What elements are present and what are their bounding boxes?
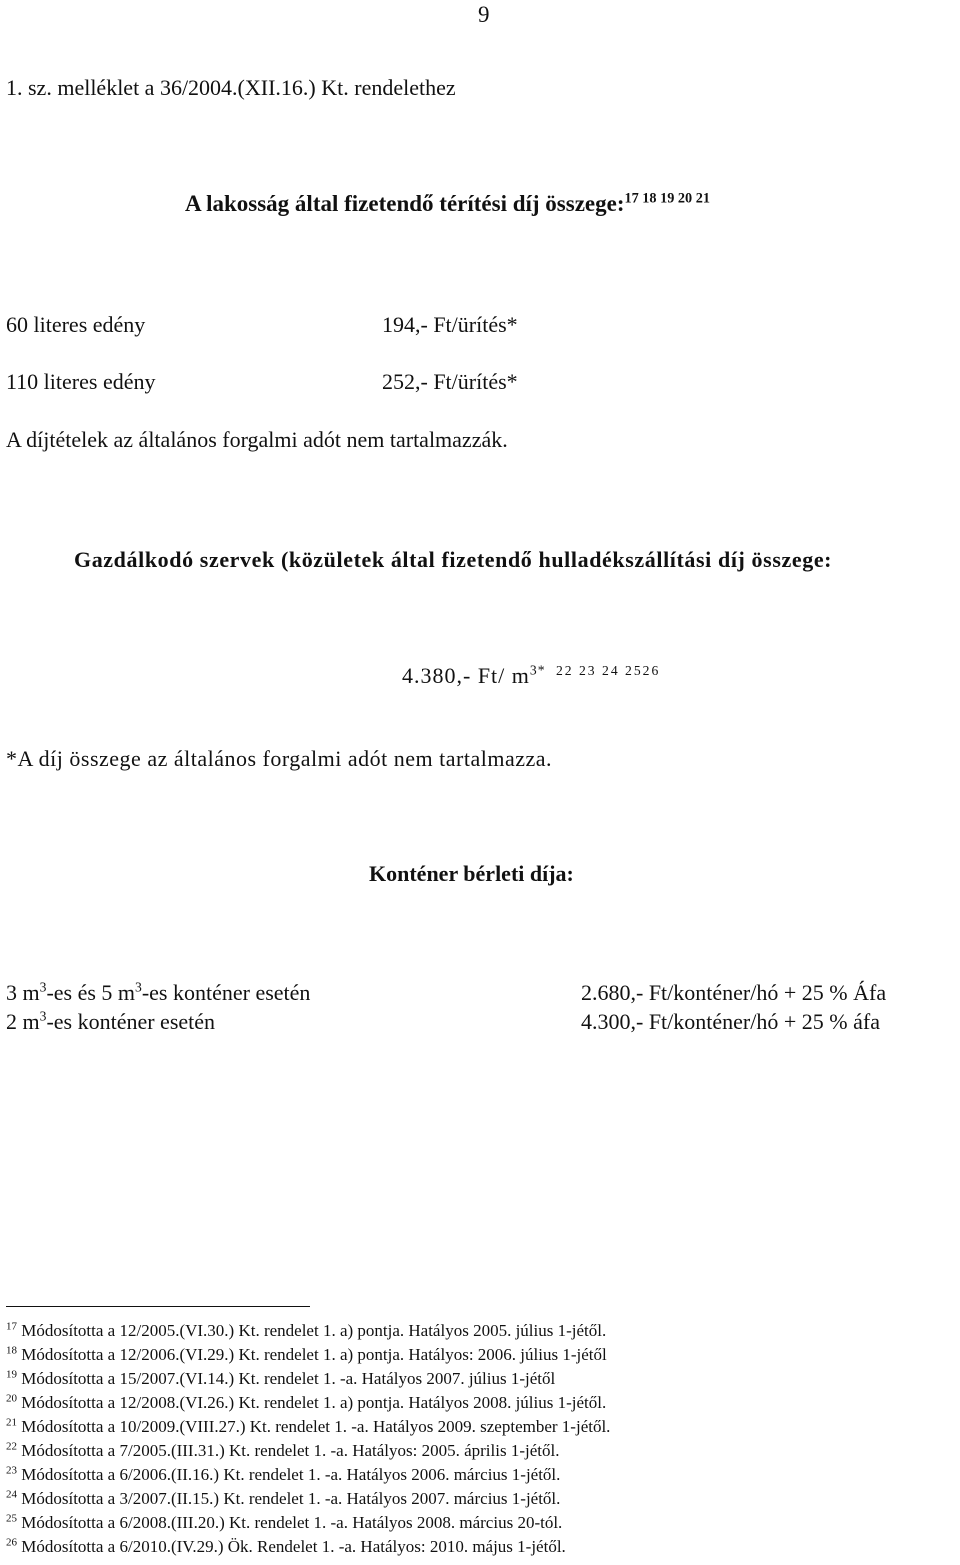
page-number: 9 (478, 2, 490, 27)
container-row-1-price: 2.680,- Ft/konténer/hó + 25 % Áfa (581, 980, 887, 1005)
price-row-60l-label: 60 literes edény (6, 312, 146, 337)
container-row-2-price: 4.300,- Ft/konténer/hó + 25 % áfa (581, 1009, 880, 1034)
footnote-number: 22 (6, 1440, 17, 1453)
row2-sup-1: 3 (39, 1008, 47, 1024)
footnote-text: Módosította a 10/2009.(VIII.27.) Kt. rendelet 1. -a. Hatályos 2009. szeptember 1-jétől. (21, 1417, 611, 1436)
container-row-1-label (6, 980, 310, 1006)
footnote-number: 25 (6, 1512, 17, 1525)
section2-price-unit-sup: 3* (529, 662, 550, 678)
row2-part-b: -es konténer esetén (46, 1009, 216, 1034)
footnote-number: 17 (6, 1320, 17, 1333)
footnote-number: 19 (6, 1368, 17, 1381)
footnote-20 (6, 1393, 606, 1413)
row1-sup-1: 3 (39, 979, 47, 995)
section2-price-refs: 22 23 24 2526 (555, 662, 661, 678)
container-row-2-label (6, 1009, 215, 1035)
footnote-text: Módosította a 12/2008.(VI.26.) Kt. rendelet 1. a) pontja. Hatályos 2008. július 1-jétől. (21, 1393, 607, 1412)
footnote-17 (6, 1321, 606, 1341)
section2-heading: Gazdálkodó szervek (közületek által fizetendő hulladékszállítási díj összege: (74, 547, 833, 572)
price-row-60l-price: 194,- Ft/ürítés* (382, 312, 518, 337)
row1-part-c: -es konténer esetén (141, 980, 311, 1005)
footnote-text: Módosította a 12/2006.(VI.29.) Kt. rendelet 1. a) pontja. Hatályos: 2006. július 1-jétől (21, 1345, 607, 1364)
section1-note: A díjtételek az általános forgalmi adót nem tartalmazzák. (6, 427, 508, 452)
footnote-text: Módosította a 6/2006.(II.16.) Kt. rendelet 1. -a. Hatályos 2006. március 1-jétől. (21, 1465, 561, 1484)
section1-heading-refs: 17 18 19 20 21 (624, 190, 710, 207)
footnote-number: 26 (6, 1536, 17, 1549)
footnote-text: Módosította a 6/2008.(III.20.) Kt. rendelet 1. -a. Hatályos 2008. március 20-tól. (21, 1513, 563, 1532)
footnote-text: Módosította a 6/2010.(IV.29.) Ök. Rendelet 1. -a. Hatályos: 2010. május 1-jétől. (21, 1537, 566, 1556)
footnote-24 (6, 1489, 560, 1509)
section3-heading: Konténer bérleti díja: (369, 861, 574, 886)
footnote-18 (6, 1345, 607, 1365)
section1-heading-text: A lakosság által fizetendő térítési díj összege: (185, 191, 625, 216)
row1-sup-2: 3 (135, 979, 142, 995)
price-row-110l-label: 110 literes edény (6, 369, 156, 394)
footnote-number: 20 (6, 1392, 17, 1405)
footnote-text: Módosította a 3/2007.(II.15.) Kt. rendelet 1. -a. Hatályos 2007. március 1-jétől. (21, 1489, 561, 1508)
footnote-number: 23 (6, 1464, 17, 1477)
footnote-26 (6, 1537, 566, 1557)
footnote-25 (6, 1513, 562, 1533)
footnote-text: Módosította a 7/2005.(III.31.) Kt. rendelet 1. -a. Hatályos: 2005. április 1-jétől. (21, 1441, 560, 1460)
footnote-19 (6, 1369, 555, 1389)
row2-part-a: 2 m (6, 1009, 40, 1034)
footnote-21 (6, 1417, 610, 1437)
section2-price-main: 4.380,- Ft/ m (402, 663, 530, 688)
row1-part-b: -es és 5 m (46, 980, 136, 1005)
section1-heading (185, 191, 710, 217)
annex-title: 1. sz. melléklet a 36/2004.(XII.16.) Kt. rendelethez (6, 75, 456, 100)
section2-price (402, 663, 660, 689)
footnote-text: Módosította a 15/2007.(VI.14.) Kt. rendelet 1. -a. Hatályos 2007. július 1-jétől (21, 1369, 556, 1388)
footnote-text: Módosította a 12/2005.(VI.30.) Kt. rendelet 1. a) pontja. Hatályos 2005. július 1-jétől. (21, 1321, 607, 1340)
footnote-23 (6, 1465, 560, 1485)
footnote-number: 18 (6, 1344, 17, 1357)
row1-part-a: 3 m (6, 980, 40, 1005)
section2-note: *A díj összege az általános forgalmi adót nem tartalmazza. (6, 746, 553, 771)
price-row-110l-price: 252,- Ft/ürítés* (382, 369, 518, 394)
footnote-number: 21 (6, 1416, 17, 1429)
footnote-separator (6, 1306, 310, 1307)
footnote-22 (6, 1441, 559, 1461)
footnote-number: 24 (6, 1488, 17, 1501)
